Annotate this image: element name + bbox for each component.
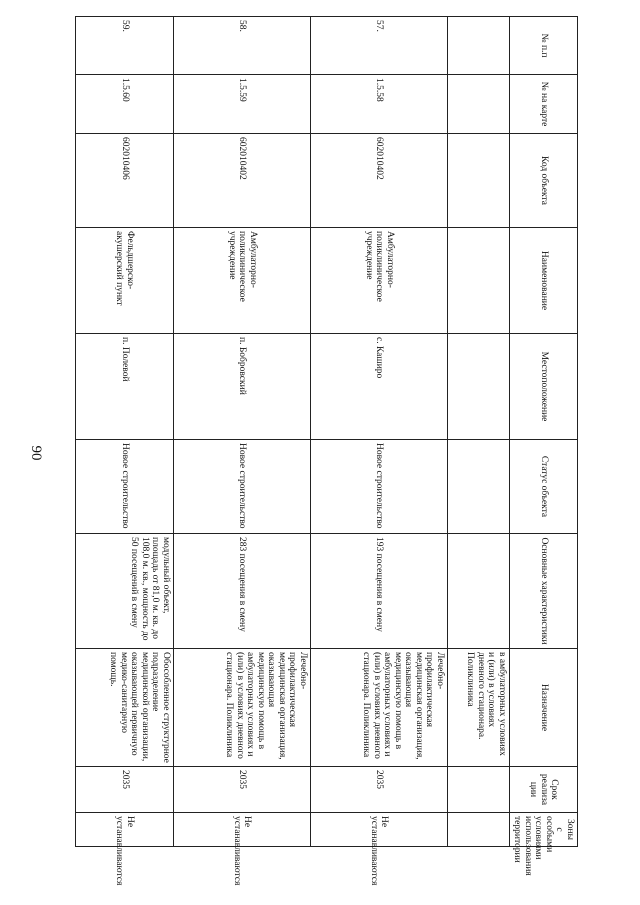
cell-name: Амбулаторно-поликлиническое учреждение [311,228,448,334]
carryover-cell [448,17,510,75]
header-location: Местоположение [510,334,578,440]
header-term: Срок реализа ции [510,767,578,813]
cell-term: 2035 [76,767,174,813]
header-map-no: № на карте [510,75,578,134]
carryover-cell [448,75,510,134]
cell-zones: Не устанавливаются [311,813,448,847]
carryover-cell [448,228,510,334]
header-num: № п.п [510,17,578,75]
header-purpose: Назначение [510,649,578,767]
cell-code: 602010402 [311,134,448,228]
carryover-cell [448,813,510,847]
cell-name: Фельдшерско-акушерский пункт [76,228,174,334]
carryover-cell [448,534,510,649]
cell-code: 602010402 [174,134,311,228]
carryover-purpose: в амбулаторных условиях и (или) в условиях дневного стационара. Поликлиника [448,649,510,767]
cell-purpose: Лечебно-профилактическая медицинская организация, оказывающая медицинскую помощь в амбулаторных условиях и (или) в условиях дневного стационара. Поликлиника [311,649,448,767]
cell-num: 57. [311,17,448,75]
cell-location: п. Полевой [76,334,174,440]
table-frame [92,16,578,886]
header-characteristics: Основные характеристики [510,534,578,649]
cell-characteristics: 283 посещения в смену [174,534,311,649]
cell-zones: Не устанавливаются [76,813,174,847]
page-number: 90 [28,445,44,461]
cell-purpose: Лечебно-профилактическая медицинская организация, оказывающая медицинскую помощь в амбулаторных условиях и (или) в условиях дневного стационара. Поликлиника [174,649,311,767]
header-row [510,17,578,847]
cell-num: 58. [174,17,311,75]
cell-purpose: Обособленное структурное подразделение медицинской организации, оказывающей первичную медико-санитарную помощь. [76,649,174,767]
cell-status: Новое строительство [311,440,448,534]
cell-characteristics: 193 посещения в смену [311,534,448,649]
header-status: Статус объекта [510,440,578,534]
carryover-cell [448,334,510,440]
cell-map-no: 1.5.59 [174,75,311,134]
cell-map-no: 1.5.58 [311,75,448,134]
cell-map-no: 1.5.60 [76,75,174,134]
table-row [174,17,311,847]
table-row [76,17,174,847]
carryover-row [448,17,510,847]
objects-table [75,16,578,886]
cell-status: Новое строительство [174,440,311,534]
cell-name: Амбулаторно-поликлиническое учреждение [174,228,311,334]
cell-zones: Не устанавливаются [174,813,311,847]
cell-term: 2035 [311,767,448,813]
cell-location: п. Бобровский [174,334,311,440]
cell-num: 59. [76,17,174,75]
header-name: Наименование [510,228,578,334]
carryover-cell [448,440,510,534]
table-row [311,17,448,847]
cell-code: 602010406 [76,134,174,228]
table-rotator [92,16,578,886]
cell-location: с. Каширо [311,334,448,440]
header-code: Код объекта [510,134,578,228]
cell-status: Новое строительство [76,440,174,534]
cell-term: 2035 [174,767,311,813]
header-zones: Зоны с особыми условиями использования территории [510,813,578,847]
cell-characteristics: модульный объект, площадь от 81,0 м. кв. до 108,0 м. кв., мощность до 50 посещений в смену [76,534,174,649]
carryover-cell [448,767,510,813]
carryover-cell [448,134,510,228]
